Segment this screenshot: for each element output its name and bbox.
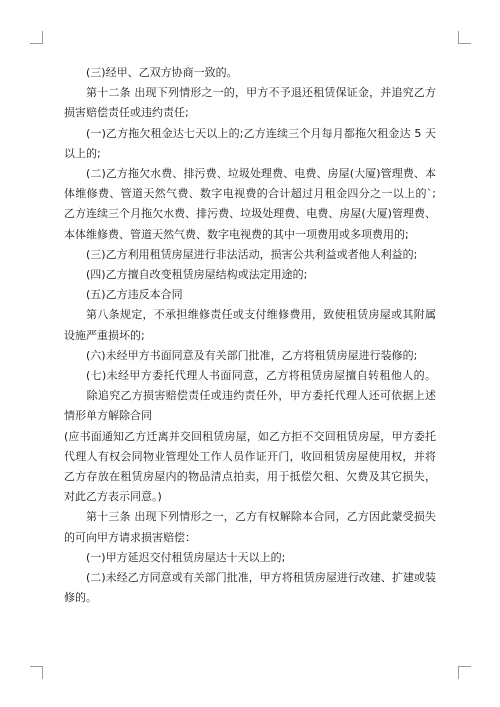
crop-mark-bottom-left xyxy=(30,666,43,679)
clause-paragraph: (四)乙方擅自改变租赁房屋结构或法定用途的; xyxy=(86,268,308,282)
clause-paragraph: 第八条规定，不承担维修责任或支付维修费用，致使租赁房屋或其附属设施严重损坏的; xyxy=(64,308,436,342)
clause-paragraph: (应书面通知乙方迁离并交回租赁房屋，如乙方拒不交回租赁房屋，甲方委托代理人有权会同物业管理处工作人员作证开门，收回租赁房屋使用权，并将乙方存放在租赁房屋内的物品清点拍卖，用于抵偿欠租、欠费及其它损失，对此乙方表示同意。) xyxy=(64,429,436,504)
clause-paragraph: (一)甲方延迟交付租赁房屋达十天以上的; xyxy=(86,550,286,564)
clause-paragraph: (三)乙方利用租赁房屋进行非法活动，损害公共利益或者他人利益的; xyxy=(86,247,418,261)
crop-mark-top-right xyxy=(458,31,471,44)
clause-paragraph: (五)乙方违反本合同 xyxy=(86,288,183,302)
crop-mark-top-left xyxy=(30,31,43,44)
inline-gap xyxy=(64,389,87,402)
clause-paragraph: (三)经甲、乙双方协商一致的。 xyxy=(86,66,238,79)
document-body xyxy=(64,63,436,608)
article-12-heading: 第十二条 出现下列情形之一的，甲方不予退还租赁保证金，并追究乙方损害赔偿责任或违约责任; xyxy=(64,86,436,120)
clause-7-continuation: 除追究乙方损害赔偿责任或违约责任外，甲方委托代理人还可依据上述情形单方解除合同 xyxy=(64,389,437,423)
clause-paragraph: (二)未经乙方同意或有关部门批准，甲方将租赁房屋进行改建、扩建或装修的。 xyxy=(64,571,436,605)
clause-paragraph: (六)未经甲方书面同意及有关部门批准，乙方将租赁房屋进行装修的; xyxy=(86,348,418,362)
clause-paragraph: (二)乙方拖欠水费、排污费、垃圾处理费、电费、房屋(大厦)管理费、本体维修费、管道天然气费、数字电视费的合计超过月租金四分之一以上的`;乙方连续三个月拖欠水费、排污费、垃圾处理费、电费、房屋(大厦)管理费、本体维修费、管道天然气费、数字电视费的其中一项费用或多项费用的; xyxy=(64,167,436,241)
clause-7-text: (七)未经甲方委托代理人书面同意，乙方将租赁房屋擅自转租他人的。 xyxy=(86,369,436,383)
clause-paragraph xyxy=(64,366,436,427)
clause-paragraph: (一)乙方拖欠租金达七天以上的;乙方连续三个月每月都拖欠租金达 5 天以上的; xyxy=(64,126,436,160)
article-13-heading: 第十三条 出现下列情形之一，乙方有权解除本合同，乙方因此蒙受损失的可向甲方请求损害赔偿： xyxy=(64,510,436,544)
crop-mark-bottom-right xyxy=(458,666,471,679)
